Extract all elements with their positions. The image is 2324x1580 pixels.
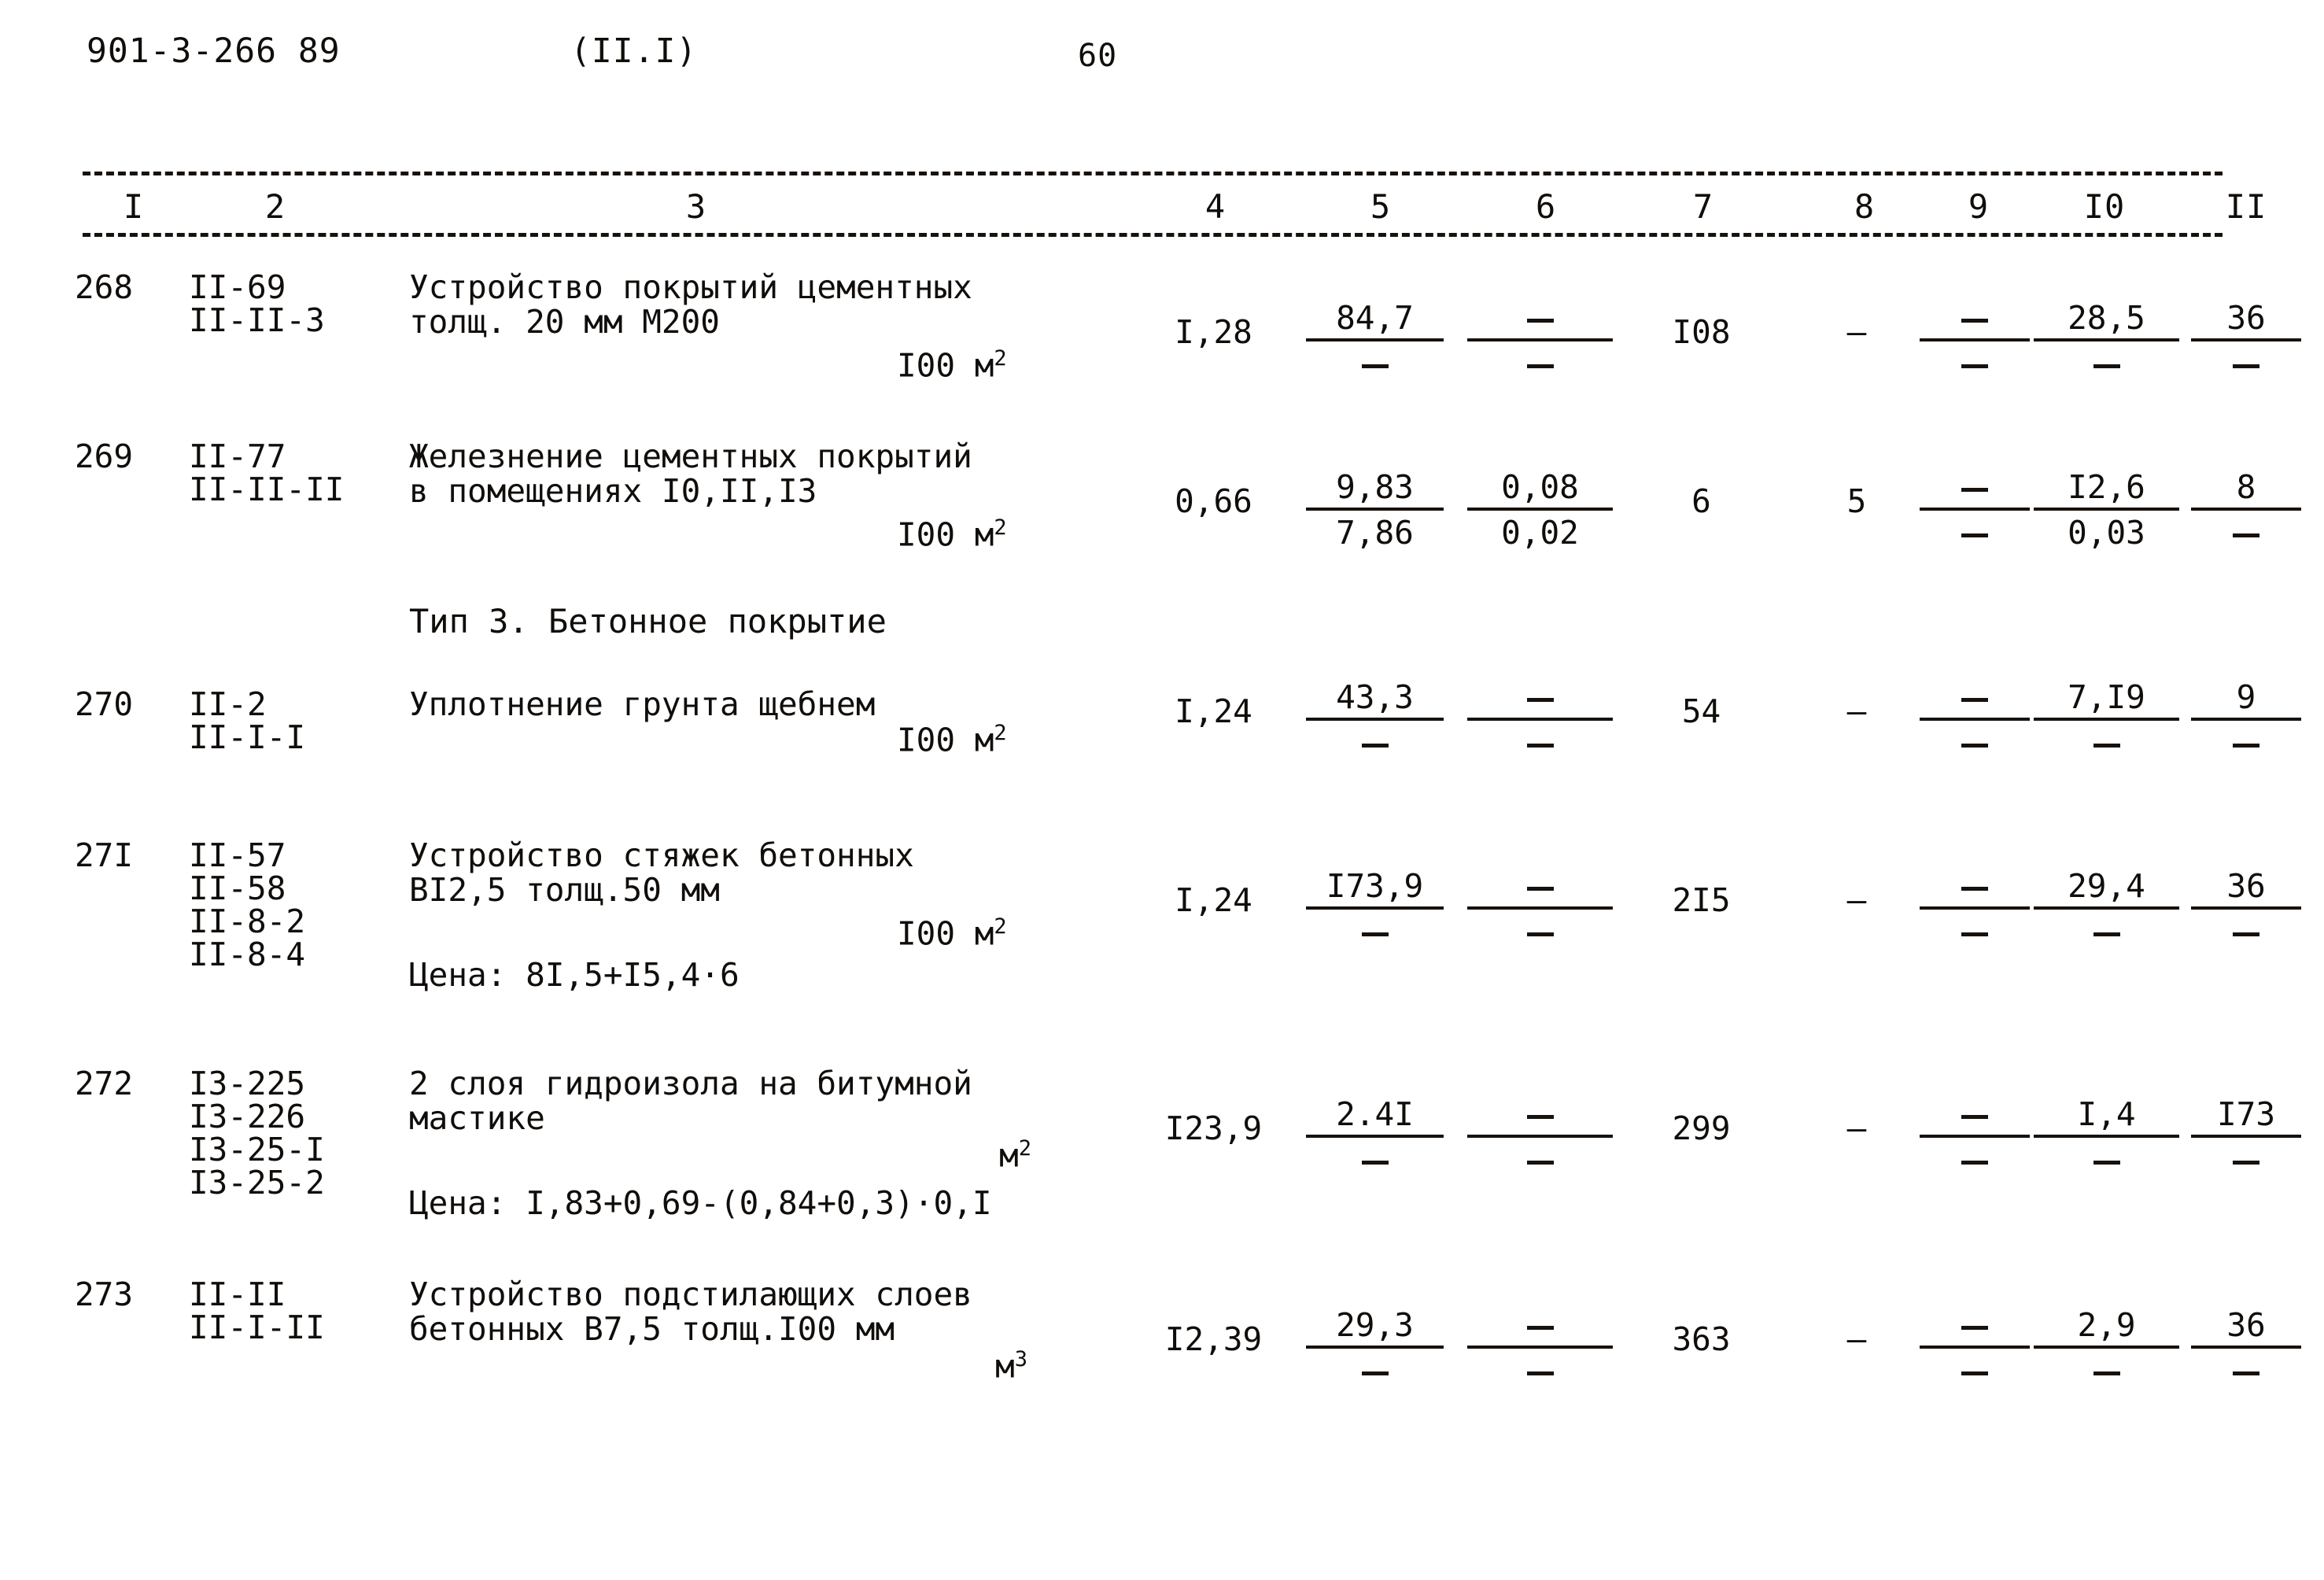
cell-col10: $\frac{I2,6}{0,03}$ [2034,468,2179,552]
row-unit: $м^3$ [995,1347,1027,1386]
row-code-3: II-8-2 [189,903,306,940]
cell-col5-dash [1306,341,1444,382]
cell-col6-dash-2 [1467,1349,1613,1390]
row-unit: I00 $м^2$ [897,346,1007,385]
cell-col5: 29,3 [1306,1306,1444,1390]
row-code-2: II-I-I [189,718,306,756]
row-price-note: Цена: 8I,5+I5,4·6 [409,956,740,994]
row-code-2: II-I-II [189,1309,325,1346]
cell-col8: – [1846,692,1867,730]
row-code-1: I3-225 [189,1065,306,1102]
cell-col10-dash [2034,1138,2179,1179]
cell-col6 [1467,678,1613,762]
row-code-2: II-II-3 [189,301,325,339]
cell-col11: 8 [2191,468,2301,552]
cell-col9 [1920,1306,2030,1390]
cell-col10-dash [2034,341,2179,382]
cell-col6-dash-2 [1467,341,1613,382]
row-unit: I00 $м^2$ [897,914,1007,953]
row-code-3: I3-25-I [189,1131,325,1168]
cell-col4: I,28 [1175,313,1252,351]
cell-col10: 29,4 [2034,867,2179,951]
cell-col11-dash [2191,721,2301,762]
row-code-1: II-57 [189,836,286,874]
cell-col7: 54 [1681,692,1721,730]
column-header-2: 2 [224,187,326,231]
cell-col5-dash [1306,1138,1444,1179]
document-code: 901-3-266 89 [87,31,341,71]
column-header-8: 8 [1813,187,1916,231]
cell-col5: I73,9 [1306,867,1444,951]
column-header-1: I [83,187,185,231]
cell-col4: 0,66 [1175,482,1252,520]
cell-col9-dash-2 [1920,511,2030,552]
row-description-line-2: мастике [409,1099,545,1137]
cell-col5: $\frac{9,83}{7,86}$ [1306,468,1444,552]
row-unit: I00 $м^2$ [897,721,1007,759]
cell-col11: 36 [2191,867,2301,951]
cell-col10: 28,5 [2034,299,2179,382]
row-code-2: I3-226 [189,1098,306,1135]
cell-col10: 7,I9 [2034,678,2179,762]
cell-col9 [1920,299,2030,382]
cell-col7: 6 [1691,482,1711,520]
cell-col9-dash [1920,867,2030,910]
row-description-line-1: Железнение цементных покрытий [409,437,972,475]
cell-col8: – [1846,1109,1867,1147]
cell-col11-dash [2191,910,2301,951]
row-code-2: II-II-II [189,471,345,508]
cell-col9-dash-2 [1920,910,2030,951]
cell-col6-dash [1467,1095,1613,1138]
row-description-line-2: бетонных B7,5 толщ.I00 мм [409,1310,895,1348]
cell-col6-dash-2 [1467,1138,1613,1179]
row-number: 272 [75,1065,134,1102]
row-code-1: II-77 [189,437,286,475]
cell-col9 [1920,1095,2030,1179]
row-unit: $м^2$ [999,1136,1031,1175]
cell-col8: 5 [1846,482,1867,520]
cell-col11-dash [2191,341,2301,382]
table-header-rule [83,233,2223,237]
cell-col7: 299 [1672,1109,1731,1147]
row-number: 268 [75,268,134,306]
cell-col6-dash [1467,1306,1613,1349]
cell-col8: – [1846,313,1867,351]
cell-col6: $\frac{0,08}{0,02}$ [1467,468,1613,552]
cell-col6 [1467,1306,1613,1390]
row-number: 273 [75,1275,134,1313]
cell-col9-dash [1920,678,2030,721]
column-header-11: II [2187,187,2305,231]
cell-col8: – [1846,1320,1867,1358]
row-code-1: II-69 [189,268,286,306]
row-description-line-1: Устройство стяжек бетонных [409,836,914,874]
column-header-4: 4 [1164,187,1267,231]
cell-col5-dash [1306,721,1444,762]
cell-col10-dash [2034,1349,2179,1390]
row-code-4: I3-25-2 [189,1164,325,1202]
cell-col10-dash [2034,721,2179,762]
cell-col10-dash [2034,910,2179,951]
cell-col4: I23,9 [1164,1109,1263,1147]
cell-col9-dash [1920,1095,2030,1138]
column-header-7: 7 [1652,187,1754,231]
document-part: (II.I) [570,31,698,71]
cell-col5-dash [1306,910,1444,951]
row-description-line-1: Уплотнение грунта щебнем [409,685,876,723]
cell-col6-dash [1467,867,1613,910]
cell-col9-dash [1920,299,2030,341]
cell-col11: 36 [2191,1306,2301,1390]
row-code-2: II-58 [189,869,286,907]
row-description-line-1: Устройство подстилающих слоев [409,1275,972,1313]
row-number: 270 [75,685,134,723]
cell-col6 [1467,1095,1613,1179]
cell-col4: I,24 [1175,692,1252,730]
row-description-line-1: Устройство покрытий цементных [409,268,972,306]
cell-col6 [1467,299,1613,382]
cell-col9 [1920,678,2030,762]
cell-col11-dash [2191,511,2301,552]
cell-col10: 2,9 [2034,1306,2179,1390]
cell-col6 [1467,867,1613,951]
column-header-6: 6 [1495,187,1597,231]
cell-col7: 363 [1672,1320,1731,1358]
cell-col9 [1920,468,2030,552]
cell-col6-dash-2 [1467,910,1613,951]
column-header-3: 3 [645,187,747,231]
cell-col8: – [1846,881,1867,919]
cell-col10: I,4 [2034,1095,2179,1179]
table-top-rule [83,172,2223,175]
column-header-10: I0 [2045,187,2164,231]
cell-col6-dash-2 [1467,721,1613,762]
section-title: Тип 3. Бетонное покрытие [409,602,887,640]
cell-col6-dash [1467,299,1613,341]
column-header-5: 5 [1330,187,1432,231]
cell-col9-dash [1920,468,2030,511]
cell-col5: 43,3 [1306,678,1444,762]
cell-col9-dash [1920,1306,2030,1349]
column-header-9: 9 [1927,187,2030,231]
cell-col9-dash-2 [1920,1138,2030,1179]
document-header [79,31,2203,87]
cell-col5: 2.4I [1306,1095,1444,1179]
cell-col9 [1920,867,2030,951]
cell-col11: 9 [2191,678,2301,762]
row-number: 27I [75,836,134,874]
row-description-line-2: в помещениях I0,II,I3 [409,472,817,510]
page-number: 60 [1078,38,1118,74]
cell-col4: I2,39 [1164,1320,1263,1358]
cell-col5: 84,7 [1306,299,1444,382]
cell-col5-dash [1306,1349,1444,1390]
row-number: 269 [75,437,134,475]
row-unit: I00 $м^2$ [897,515,1007,554]
row-code-1: II-II [189,1275,286,1313]
cell-col4: I,24 [1175,881,1252,919]
cell-col9-dash-2 [1920,1349,2030,1390]
cell-col7: 2I5 [1672,881,1731,919]
cell-col6-dash [1467,678,1613,721]
cell-col11: 36 [2191,299,2301,382]
row-code-4: II-8-4 [189,936,306,973]
cell-col11-dash [2191,1349,2301,1390]
row-description-line-2: BI2,5 толщ.50 мм [409,871,720,909]
row-price-note: Цена: I,83+0,69-(0,84+0,3)·0,I [409,1184,992,1222]
cell-col11-dash [2191,1138,2301,1179]
row-description-line-2: толщ. 20 мм М200 [409,303,720,341]
cell-col11: I73 [2191,1095,2301,1179]
row-code-1: II-2 [189,685,267,723]
cell-col9-dash-2 [1920,341,2030,382]
cell-col9-dash-2 [1920,721,2030,762]
cell-col7: I08 [1672,313,1731,351]
row-description-line-1: 2 слоя гидроизола на битумной [409,1065,972,1102]
